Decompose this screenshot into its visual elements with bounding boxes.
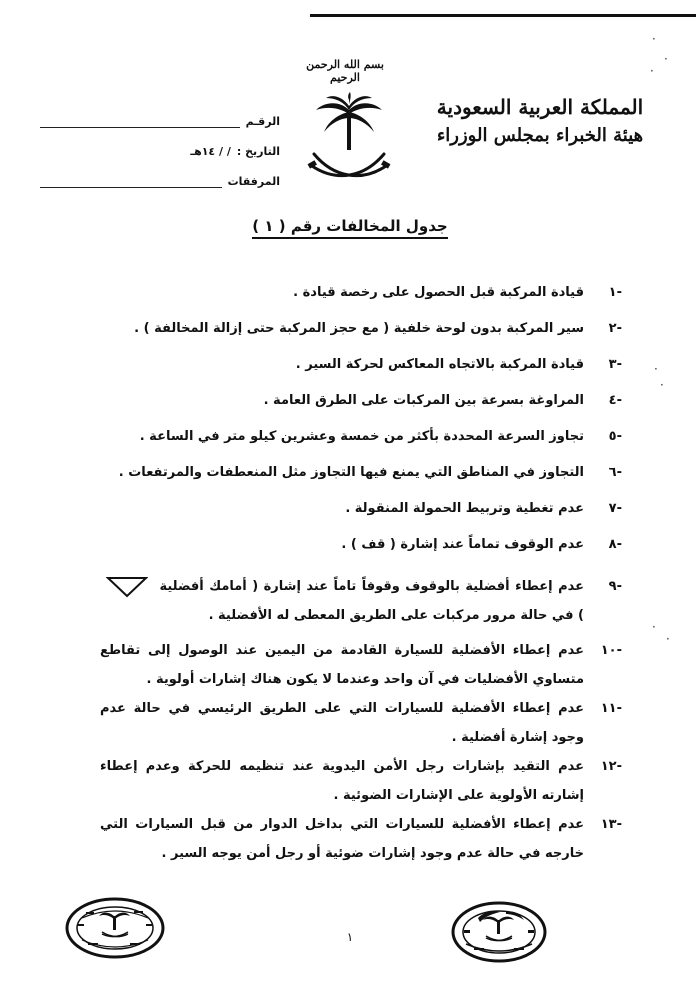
date-label: التاريخ : <box>236 145 280 158</box>
item-text: عدم الوقوف تماماً عند إشارة ( قف ) . <box>341 537 584 552</box>
item-text: عدم إعطاء الأفضلية للسيارات التي بداخل الدوار من قبل السيارات التي خارجه في حالة عدم وجود إشارات ضوئية أو رجل أمن يوجه السير . <box>100 817 584 861</box>
list-item <box>100 536 622 572</box>
violations-list <box>100 284 622 868</box>
reference-line <box>40 115 240 128</box>
date-value: / / ١٤هـ <box>190 145 231 158</box>
authority-name: هيئة الخبراء بمجلس الوزراء <box>436 125 644 146</box>
scan-speck: · <box>652 32 656 46</box>
item-text: المراوغة بسرعة بين المركبات على الطرق العامة . <box>263 393 584 408</box>
item-text: قيادة المركبة بالاتجاه المعاكس لحركة السير . <box>295 357 584 372</box>
list-item <box>100 636 622 694</box>
item-number: -٥ <box>608 429 622 444</box>
item-number: -٢ <box>608 321 622 336</box>
item-text-part-b: ) في حالة مرور مركبات على الطريق المعطى له الأفضلية . <box>208 608 584 623</box>
item-text: عدم التقيد بإشارات رجل الأمن اليدوية عند تنظيمه للحركة وعدم إعطاء إشارته الأولوية على الإشارات الضوئية . <box>100 759 584 803</box>
item-number: -١٢ <box>600 759 622 774</box>
attachments-row <box>40 158 280 188</box>
yield-sign-icon <box>106 576 148 598</box>
attachments-line <box>40 175 222 188</box>
list-item <box>100 320 622 356</box>
page-number: ١ <box>346 930 354 944</box>
item-number: -٧ <box>608 501 622 516</box>
item-text: قيادة المركبة قبل الحصول على رخصة قيادة . <box>293 285 584 300</box>
item-number: -٦ <box>608 465 622 480</box>
top-rule <box>310 14 696 17</box>
basmala: بسم الله الرحمن الرحيم <box>306 58 384 84</box>
kingdom-name: المملكة العربية السعودية <box>436 95 644 119</box>
scan-speck: · <box>650 64 654 78</box>
item-number: -١ <box>608 285 622 300</box>
official-seal-left-icon <box>64 896 166 960</box>
kingdom-header <box>420 92 660 150</box>
item-number: -١٠ <box>600 643 622 658</box>
item-text: تجاوز السرعة المحددة بأكثر من خمسة وعشرين كيلو متر في الساعة . <box>139 429 584 444</box>
item-number: -٣ <box>608 357 622 372</box>
list-item <box>100 428 622 464</box>
list-item <box>100 694 622 752</box>
item-number: -١١ <box>600 701 622 716</box>
list-item <box>100 810 622 868</box>
date-row <box>40 128 280 158</box>
scan-speck: · <box>666 632 670 646</box>
page-title-wrap <box>0 216 700 235</box>
list-item <box>100 572 622 636</box>
reference-label: الرقـم <box>245 115 280 128</box>
item-number: -٤ <box>608 393 622 408</box>
saudi-emblem-icon <box>304 92 394 192</box>
list-item <box>100 284 622 320</box>
attachments-label: المرفقات <box>227 175 280 188</box>
item-text: عدم إعطاء الأفضلية للسيارة القادمة من اليمين عند الوصول إلى تقاطع متساوي الأفضليات في آن واحد وعندما لا يكون هناك إشارات أولوية . <box>100 643 584 687</box>
item-text: سير المركبة بدون لوحة خلفية ( مع حجز المركبة حتى إزالة المخالفة ) . <box>134 321 584 336</box>
list-item <box>100 752 622 810</box>
list-item <box>100 356 622 392</box>
reference-row <box>40 98 280 128</box>
item-text: عدم إعطاء الأفضلية للسيارات التي على الطريق الرئيسي في حالة عدم وجود إشارة أفضلية . <box>100 701 584 745</box>
item-number: -٨ <box>608 537 622 552</box>
item-text-part-a: عدم إعطاء أفضلية بالوقوف وقوفاً تاماً عند إشارة ( أمامك أفضلية <box>159 579 584 594</box>
official-seal-right-icon <box>448 900 550 964</box>
list-item <box>100 392 622 428</box>
list-item <box>100 500 622 536</box>
scan-speck: · <box>660 378 664 392</box>
item-number: -٩ <box>608 579 622 594</box>
scan-speck: · <box>654 362 658 376</box>
scan-speck: · <box>652 620 656 634</box>
item-text <box>100 572 584 636</box>
scan-speck: · <box>664 52 668 66</box>
page-title: جدول المخالفات رقم ( ١ ) <box>252 217 447 239</box>
item-text: عدم تغطية وتربيط الحمولة المنقولة . <box>345 501 584 516</box>
list-item <box>100 464 622 500</box>
reference-block <box>40 98 280 188</box>
item-number: -١٣ <box>600 817 622 832</box>
item-text: التجاوز في المناطق التي يمنع فيها التجاوز مثل المنعطفات والمرتفعات . <box>118 465 584 480</box>
